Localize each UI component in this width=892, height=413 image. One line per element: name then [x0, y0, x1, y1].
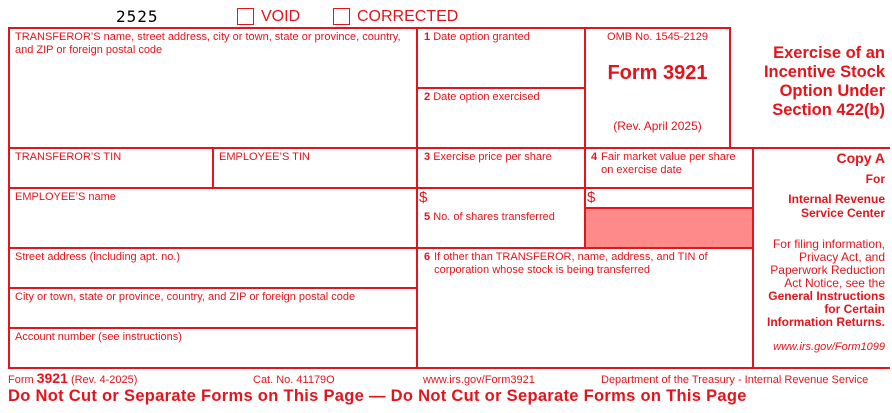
rule-row2	[8, 147, 890, 149]
title-line-3: Option Under	[779, 82, 885, 100]
corporation-info-field[interactable]	[420, 282, 750, 366]
box6-text: If other than TRANSFEROR, name, address, and TIN of corporation whose stock is being transferred	[434, 251, 708, 276]
footer-cat-no: Cat. No. 41179O	[253, 374, 335, 386]
form-code: 2525	[116, 7, 159, 26]
copy-info-7: Information Returns.	[766, 315, 885, 329]
copy-irs-2: Service Center	[800, 206, 885, 220]
footer-form-word: Form	[8, 374, 34, 386]
account-label: Account number (see instructions)	[15, 331, 182, 343]
shares-transferred-field[interactable]	[420, 226, 582, 246]
footer-department: Department of the Treasury - Internal Revenue Service	[601, 374, 869, 386]
void-label: VOID	[261, 8, 301, 25]
box4-text: Fair market value per share on exercise date	[601, 151, 736, 176]
box3-text: Exercise price per share	[433, 151, 552, 163]
exercise-price-field[interactable]	[432, 180, 582, 206]
copy-info-6: for Certain	[824, 302, 885, 316]
transferor-tin-field[interactable]	[12, 165, 210, 186]
copy-info-5: General Instructions	[768, 289, 885, 303]
copy-a-panel	[755, 150, 885, 353]
transferor-address-label: TRANSFEROR’S name, street address, city or town, state or province, country, and ZIP or foreign postal code	[15, 31, 401, 56]
footer-form-id	[8, 370, 137, 386]
box2-number: 2	[424, 91, 431, 103]
rule-row5	[8, 287, 418, 289]
title-line-2: Incentive Stock	[763, 63, 885, 81]
street-label: Street address (including apt. no.)	[15, 251, 181, 263]
street-field[interactable]	[12, 266, 412, 286]
rule-copy	[752, 147, 754, 369]
box5-label	[424, 211, 555, 224]
copy-url: www.irs.gov/Form1099	[773, 341, 885, 353]
fair-market-value-field[interactable]	[600, 180, 750, 206]
copy-a-label: Copy A	[836, 150, 885, 166]
box6-label	[424, 251, 744, 277]
rule-omb-right	[729, 27, 731, 149]
form-title	[732, 44, 885, 120]
box6-number: 6	[424, 251, 431, 263]
title-line-1: Exercise of an	[773, 44, 885, 62]
rule-tin-split	[212, 147, 214, 189]
rule-box1-2	[417, 87, 585, 89]
box5-text: No. of shares transferred	[433, 211, 555, 223]
box3-dollar: $	[419, 189, 428, 206]
employee-tin-field[interactable]	[216, 165, 414, 186]
copy-info-2: Privacy Act, and	[798, 250, 885, 264]
box4-number: 4	[591, 151, 598, 163]
copy-irs-1: Internal Revenue	[788, 192, 885, 206]
box1-label	[424, 31, 530, 44]
copy-info-3: Paperwork Reduction	[770, 263, 885, 277]
date-granted-field[interactable]	[420, 46, 582, 86]
omb-number: OMB No. 1545-2129	[607, 31, 708, 43]
transferor-tin-label: TRANSFEROR’S TIN	[15, 151, 122, 163]
box1-text: Date option granted	[433, 31, 530, 43]
box4-label	[591, 151, 749, 177]
rule-top	[8, 27, 730, 29]
city-label: City or town, state or province, country, and ZIP or foreign postal code	[15, 291, 356, 303]
rule-left	[8, 27, 10, 369]
box2-label	[424, 91, 540, 104]
footer-form-rev: (Rev. 4-2025)	[70, 374, 138, 386]
rule-row6	[8, 327, 418, 329]
rule-mid	[416, 27, 418, 369]
employee-name-field[interactable]	[12, 206, 412, 246]
rule-row4	[8, 247, 753, 249]
copy-info-1: For filing information,	[772, 237, 885, 251]
form-name: Form 3921	[607, 62, 708, 84]
footer-warning: Do Not Cut or Separate Forms on This Page — Do Not Cut or Separate Forms on This Page	[8, 387, 747, 405]
title-line-4: Section 422(b)	[772, 101, 885, 119]
rule-bottom	[8, 367, 890, 369]
employee-name-label: EMPLOYEE’S name	[15, 191, 116, 203]
box3-label	[424, 151, 552, 164]
box1-number: 1	[424, 31, 431, 43]
transferor-address-field[interactable]	[12, 60, 412, 145]
corrected-label: CORRECTED	[357, 8, 459, 25]
form-revision: (Rev. April 2025)	[613, 119, 702, 133]
corrected-checkbox[interactable]	[333, 8, 350, 25]
void-checkbox[interactable]	[237, 8, 254, 25]
footer-form-number: 3921	[36, 370, 68, 386]
box3-number: 3	[424, 151, 431, 163]
box2-text: Date option exercised	[433, 91, 540, 103]
date-exercised-field[interactable]	[420, 106, 582, 146]
box4-dollar: $	[587, 189, 596, 206]
footer-url: www.irs.gov/Form3921	[423, 374, 535, 386]
employee-tin-label: EMPLOYEE’S TIN	[219, 151, 310, 163]
city-field[interactable]	[12, 306, 412, 326]
box5-number: 5	[424, 211, 431, 223]
shaded-cell	[586, 209, 752, 247]
copy-info-4: Act Notice, see the	[784, 276, 885, 290]
copy-for: For	[865, 172, 885, 186]
account-field[interactable]	[12, 346, 412, 366]
